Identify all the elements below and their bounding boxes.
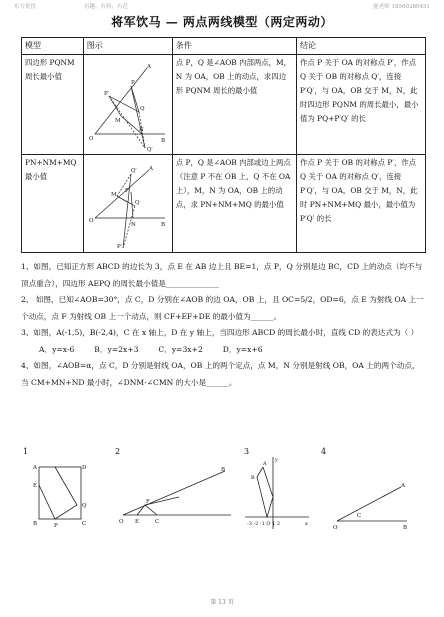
figure-label-4: 4	[321, 447, 327, 456]
svg-text:E: E	[33, 483, 38, 489]
svg-text:B: B	[160, 138, 165, 144]
svg-text:x: x	[305, 521, 308, 527]
table-row	[22, 55, 426, 155]
page-header	[14, 2, 430, 12]
svg-text:B: B	[251, 475, 255, 481]
svg-text:P′: P′	[116, 244, 122, 250]
svg-text:O: O	[119, 519, 124, 525]
header-condition: 条件	[172, 38, 296, 55]
row1-conclusion: 作点 P 关于 OA 的对称点 P′，作点 Q 关于 OB 的对称点 Q′，连接 P′Q′，与 OA，OB 交于 M，N，此时四边形 PQNM 的周长最小，最小值为 PQ+P′Q′ 的长	[297, 55, 426, 155]
svg-text:C: C	[155, 519, 160, 525]
header-middle: 有趣、有料、有范	[84, 4, 129, 10]
header-left: 东方优投	[14, 4, 37, 10]
page-title: 将军饮马 — 两点两线模型（两定两动）	[111, 15, 333, 29]
svg-text:Q: Q	[139, 106, 145, 112]
header-conclusion: 结论	[297, 38, 426, 55]
row2-condition: 点 P，Q 是∠AOB 内部或边上两点（注意 P 不在 OB 上，Q 不在 OA 上），M，N 为 OA，OB 上的动点，求 PN+NM+MQ 的最小值	[172, 155, 296, 253]
svg-text:B: B	[33, 521, 38, 527]
svg-text:O: O	[88, 218, 94, 224]
svg-text:O: O	[88, 136, 94, 142]
problem-1	[21, 259, 426, 292]
problem-3-options	[21, 342, 426, 359]
figure-1-square	[29, 459, 89, 531]
svg-text:N: N	[130, 222, 136, 228]
row2-conclusion: 作点 P 关于 OB 的对称点 P′，作点 Q 关于 OA 的对称点 Q′，连接 P′Q′，与 OA，OB 交于 M，N，此时 PN+NM+MQ 最小，最小值为 P′Q′ 的长	[297, 155, 426, 253]
svg-text:F: F	[146, 499, 150, 505]
svg-text:Q: Q	[82, 503, 87, 509]
figure-3-coordinate	[243, 455, 311, 531]
row2-figure	[83, 155, 172, 253]
svg-text:P′: P′	[103, 91, 109, 97]
problem-1-text: 1、如图，已知正方形 ABCD 的边长为 3，点 E 在 AB 边上且 BE=1，点 P，Q 分别是边 BC，CD 上的动点（均不与顶点重合），四边形 AEPQ 的周长最小值是	[21, 262, 423, 288]
row1-figure	[83, 55, 172, 155]
svg-text:Q′: Q′	[130, 168, 137, 174]
figure-label-1: 1	[23, 447, 29, 456]
figure-label-3: 3	[244, 447, 250, 456]
option-c: C．y=3x+2	[158, 344, 203, 354]
svg-text:y: y	[275, 457, 278, 463]
problem-list	[21, 259, 426, 391]
svg-text:A: A	[148, 166, 153, 172]
svg-text:B: B	[221, 467, 226, 473]
page-footer: 第 13 页	[210, 599, 234, 606]
problem-4	[21, 358, 426, 391]
row2-diagram	[87, 156, 169, 251]
option-d: D．y=x+6	[222, 344, 263, 354]
problem-2	[21, 292, 426, 325]
svg-text:N: N	[138, 127, 144, 133]
svg-text:A: A	[146, 64, 151, 70]
option-b: B．y=2x+3	[94, 344, 139, 354]
svg-text:P: P	[54, 523, 58, 529]
table-header-row	[22, 38, 426, 55]
figure-row	[21, 447, 426, 537]
problem-2-blank: ______。	[250, 311, 282, 321]
svg-text:D: D	[82, 465, 87, 471]
table-row	[22, 155, 426, 253]
problem-1-blank: ______________	[165, 278, 220, 288]
problem-4-text: 4、如图，∠AOB=α，点 C，D 分别是射线 OA，OB 上的两个定点，点 M，N 分别是射线 OB，OA 上的两个动点，当 CM+MN+ND 最小时，∠DNM-∠CMN 的大小是	[21, 361, 420, 387]
header-figure: 图示	[83, 38, 172, 55]
svg-text:C: C	[357, 513, 362, 519]
svg-text:A: A	[263, 461, 267, 467]
svg-text:Q: Q	[134, 200, 140, 206]
option-a: A．y=x-6	[39, 344, 75, 354]
svg-text:E: E	[135, 519, 140, 525]
figure-2-angle	[119, 467, 234, 527]
svg-text:A: A	[401, 483, 405, 489]
svg-text:P: P	[130, 80, 135, 86]
problem-4-blank: ______。	[206, 377, 237, 387]
row1-condition: 点 P，Q 是∠AOB 内部两点，M，N 为 OA，OB 上的动点，求四边形 PQNM 周长的最小值	[172, 55, 296, 155]
row2-model: PN+NM+MQ 最小值	[22, 155, 84, 253]
header-model: 模型	[22, 38, 84, 55]
figure-label-2: 2	[115, 447, 121, 456]
figure-4-angle	[331, 481, 411, 531]
problem-3: 3、如图，A(-1,5)，B(-2,4)，C 在 x 轴上，D 在 y 轴上，当四边形 ABCD 的周长最小时，直线 CD 的表达式为（ ）	[21, 328, 419, 337]
problem-2-text: 2、 如图，已知∠AOB=30°，点 C，D 分别在∠AOB 的边 OA，OB 上，且 OC=5/2，OD=6，点 E 为射线 OA 上一个动点，点 F 为射线 OB 上一个动点，则 CF+EF+DE 的最小值为	[21, 295, 424, 321]
svg-text:-3 -2 -1 O 1 2: -3 -2 -1 O 1 2	[247, 521, 281, 527]
header-right: 能老师 18560280451	[373, 4, 430, 10]
svg-text:P: P	[124, 188, 129, 194]
svg-text:O: O	[333, 525, 338, 531]
row1-model: 四边形 PQNM 周长最小值	[22, 55, 84, 155]
svg-text:B: B	[403, 525, 408, 531]
svg-text:M: M	[110, 192, 117, 198]
svg-text:M: M	[114, 118, 121, 124]
svg-text:C: C	[82, 521, 87, 527]
svg-text:B: B	[160, 222, 165, 228]
row1-diagram	[87, 56, 169, 153]
svg-text:A: A	[33, 465, 37, 471]
model-table	[21, 37, 426, 253]
svg-text:Q′: Q′	[146, 147, 153, 153]
